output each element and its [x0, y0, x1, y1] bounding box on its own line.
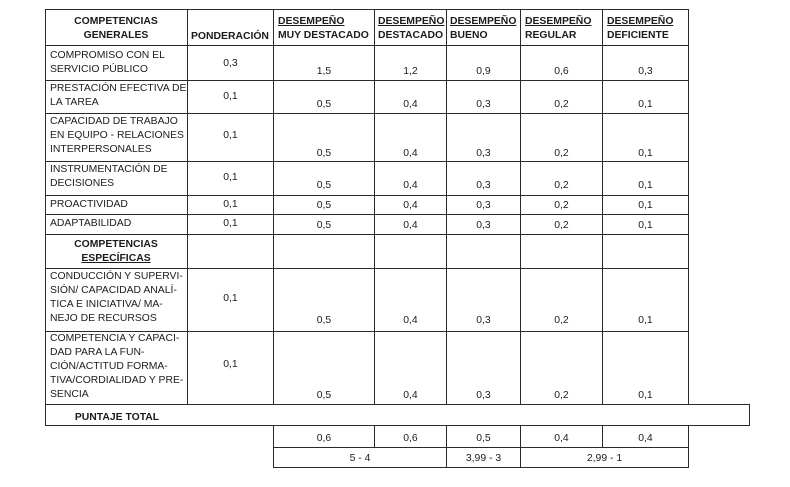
ponderacion-cell: 0,1: [223, 172, 238, 183]
value-cell: 0,9: [476, 66, 491, 77]
rule-h: [45, 425, 750, 426]
value-cell: 0,5: [316, 200, 332, 211]
value-cell: 0,5: [316, 99, 332, 110]
rule-h: [45, 113, 689, 114]
row-label-line: ADAPTABILIDAD: [50, 218, 132, 229]
total-cell: 0,6: [316, 433, 332, 444]
ponderacion-cell: 0,1: [223, 218, 238, 229]
row-label-line: PRESTACIÓN EFECTIVA DE: [50, 83, 187, 94]
value-cell: 0,1: [638, 148, 653, 159]
total-cell: 0,6: [403, 433, 418, 444]
ponderacion-cell: 0,1: [223, 293, 238, 304]
ponderacion-cell: 0,1: [223, 91, 238, 102]
row-label-line: NEJO DE RECURSOS: [50, 313, 157, 324]
row-label-line: TICA E INICIATIVA/ MA-: [50, 299, 163, 310]
value-cell: 0,5: [316, 315, 332, 326]
value-cell: 0,3: [476, 315, 491, 326]
value-cell: 0,4: [403, 220, 418, 231]
range-cell: 3,99 - 3: [465, 453, 502, 464]
row-label-line: PROACTIVIDAD: [50, 199, 128, 210]
value-cell: 0,5: [316, 220, 332, 231]
rule-h: [273, 447, 689, 448]
value-cell: 0,3: [638, 66, 653, 77]
rule-v: [688, 9, 689, 405]
value-cell: 0,4: [403, 315, 418, 326]
rule-h: [45, 214, 689, 215]
rule-h: [45, 80, 689, 81]
row-label-line: DAD PARA LA FUN-: [50, 347, 145, 358]
value-cell: 0,3: [476, 220, 491, 231]
ponderacion-cell: 0,1: [223, 199, 238, 210]
puntaje-total-label: PUNTAJE TOTAL: [74, 412, 160, 423]
row-label-line: COMPETENCIA Y CAPACI-: [50, 333, 180, 344]
ponderacion-cell: 0,1: [223, 359, 238, 370]
value-cell: 0,5: [316, 390, 332, 401]
value-cell: 0,3: [476, 390, 491, 401]
row-label-line: TIVA/CORDIALIDAD Y PRE-: [50, 375, 184, 386]
value-cell: 0,4: [403, 390, 418, 401]
value-cell: 0,4: [403, 148, 418, 159]
range-cell: 5 - 4: [349, 453, 371, 464]
value-cell: 0,4: [403, 200, 418, 211]
value-cell: 0,2: [554, 390, 569, 401]
rule-h: [273, 467, 689, 468]
value-cell: 0,3: [476, 148, 491, 159]
evaluation-table: COMPETENCIAS GENERALES PONDERACIÓN DESEMPEÑO MUY DESTACADO DESEMPEÑO DESTACADO DESEMPEÑO BUENO DESEMPEÑO REGULAR DESEMPEÑO DEFICIENTE COMPROMISO CON EL SERVICIO PÚBLICO 0,3 1,5 1,2 0,9 0,6 0,3 PRESTACIÓN EFECTIVA DE LA TAREA 0,1 0,5 0,4 0,3 0,2 0,1 CAPACIDAD DE TRABAJO EN EQUIPO - RELACIONES INTERPERSONALES 0,1 0,5 0,4 0,3 0,2 0,1 INSTRUMENTACIÓN DE DECISIONES 0,1 0,5 0,4 0,3 0,2 0,1 PROACTIVIDAD 0,1 0,5 0,4 0,3 0,2 0,1 ADAPTABILIDAD 0,1 0,5 0,4 0,3 0,2 0,1 COMPETENCIAS ESPECÍFICAS CONDUCCIÓN Y SUPERVI- SIÓN/ CAPACIDAD ANALÍ- TICA E INICIATIVA/ MA- NEJO DE RECURSOS 0,1 0,5 0,4 0,3 0,2 0,1 COMPETENCIA Y CAPACI- DAD PARA LA FUN- CIÓN/ACTITUD FORMA- TIVA/CORDIALIDAD Y PRE- SENCIA 0,1 0,5 0,4 0,3 0,2 0,1 PUNTAJE TOTAL 0,6 0,6 0,5 0,4 0,4 5 - 4 3,99 - 3 2,99 - 1: [0, 0, 790, 487]
row-label-line: CONDUCCIÓN Y SUPERVI-: [50, 271, 183, 282]
row-label-line: CIÓN/ACTITUD FORMA-: [50, 361, 168, 372]
value-cell: 0,2: [554, 200, 569, 211]
rule-v: [749, 404, 750, 426]
rule-h: [45, 9, 689, 10]
value-cell: 1,2: [403, 66, 418, 77]
rule-h: [45, 161, 689, 162]
range-cell: 2,99 - 1: [586, 453, 623, 464]
value-cell: 0,2: [554, 180, 569, 191]
value-cell: 0,5: [316, 180, 332, 191]
value-cell: 0,5: [316, 148, 332, 159]
row-label-line: SIÓN/ CAPACIDAD ANALÍ-: [50, 285, 177, 296]
value-cell: 0,4: [403, 180, 418, 191]
value-cell: 0,2: [554, 99, 569, 110]
rule-h: [45, 268, 689, 269]
value-cell: 0,3: [476, 99, 491, 110]
value-cell: 0,4: [403, 99, 418, 110]
value-cell: 0,1: [638, 200, 653, 211]
row-label-line: SENCIA: [50, 389, 89, 400]
row-label-line: INTERPERSONALES: [50, 144, 152, 155]
value-cell: 0,3: [476, 200, 491, 211]
total-cell: 0,4: [554, 433, 569, 444]
value-cell: 0,2: [554, 220, 569, 231]
value-cell: 0,1: [638, 99, 653, 110]
total-cell: 0,4: [638, 433, 653, 444]
header-ponderacion: PONDERACIÓN: [191, 31, 269, 42]
value-cell: 0,2: [554, 315, 569, 326]
value-cell: 1,5: [316, 66, 332, 77]
rule-h: [45, 45, 689, 46]
value-cell: 0,2: [554, 148, 569, 159]
rule-h: [45, 234, 689, 235]
value-cell: 0,6: [554, 66, 569, 77]
row-label-line: EN EQUIPO - RELACIONES: [50, 130, 184, 141]
row-label-line: CAPACIDAD DE TRABAJO: [50, 116, 178, 127]
row-label-line: LA TAREA: [50, 97, 99, 108]
value-cell: 0,1: [638, 390, 653, 401]
value-cell: 0,1: [638, 180, 653, 191]
value-cell: 0,1: [638, 220, 653, 231]
row-label-line: SERVICIO PÚBLICO: [50, 64, 148, 75]
ponderacion-cell: 0,1: [223, 130, 238, 141]
row-label-line: COMPROMISO CON EL: [50, 50, 165, 61]
total-cell: 0,5: [476, 433, 491, 444]
value-cell: 0,3: [476, 180, 491, 191]
row-label-line: DECISIONES: [50, 178, 115, 189]
value-cell: 0,1: [638, 315, 653, 326]
row-label-line: INSTRUMENTACIÓN DE: [50, 164, 168, 175]
ponderacion-cell: 0,3: [223, 58, 238, 69]
rule-v: [45, 9, 46, 426]
rule-h: [45, 404, 750, 405]
rule-h: [45, 195, 689, 196]
